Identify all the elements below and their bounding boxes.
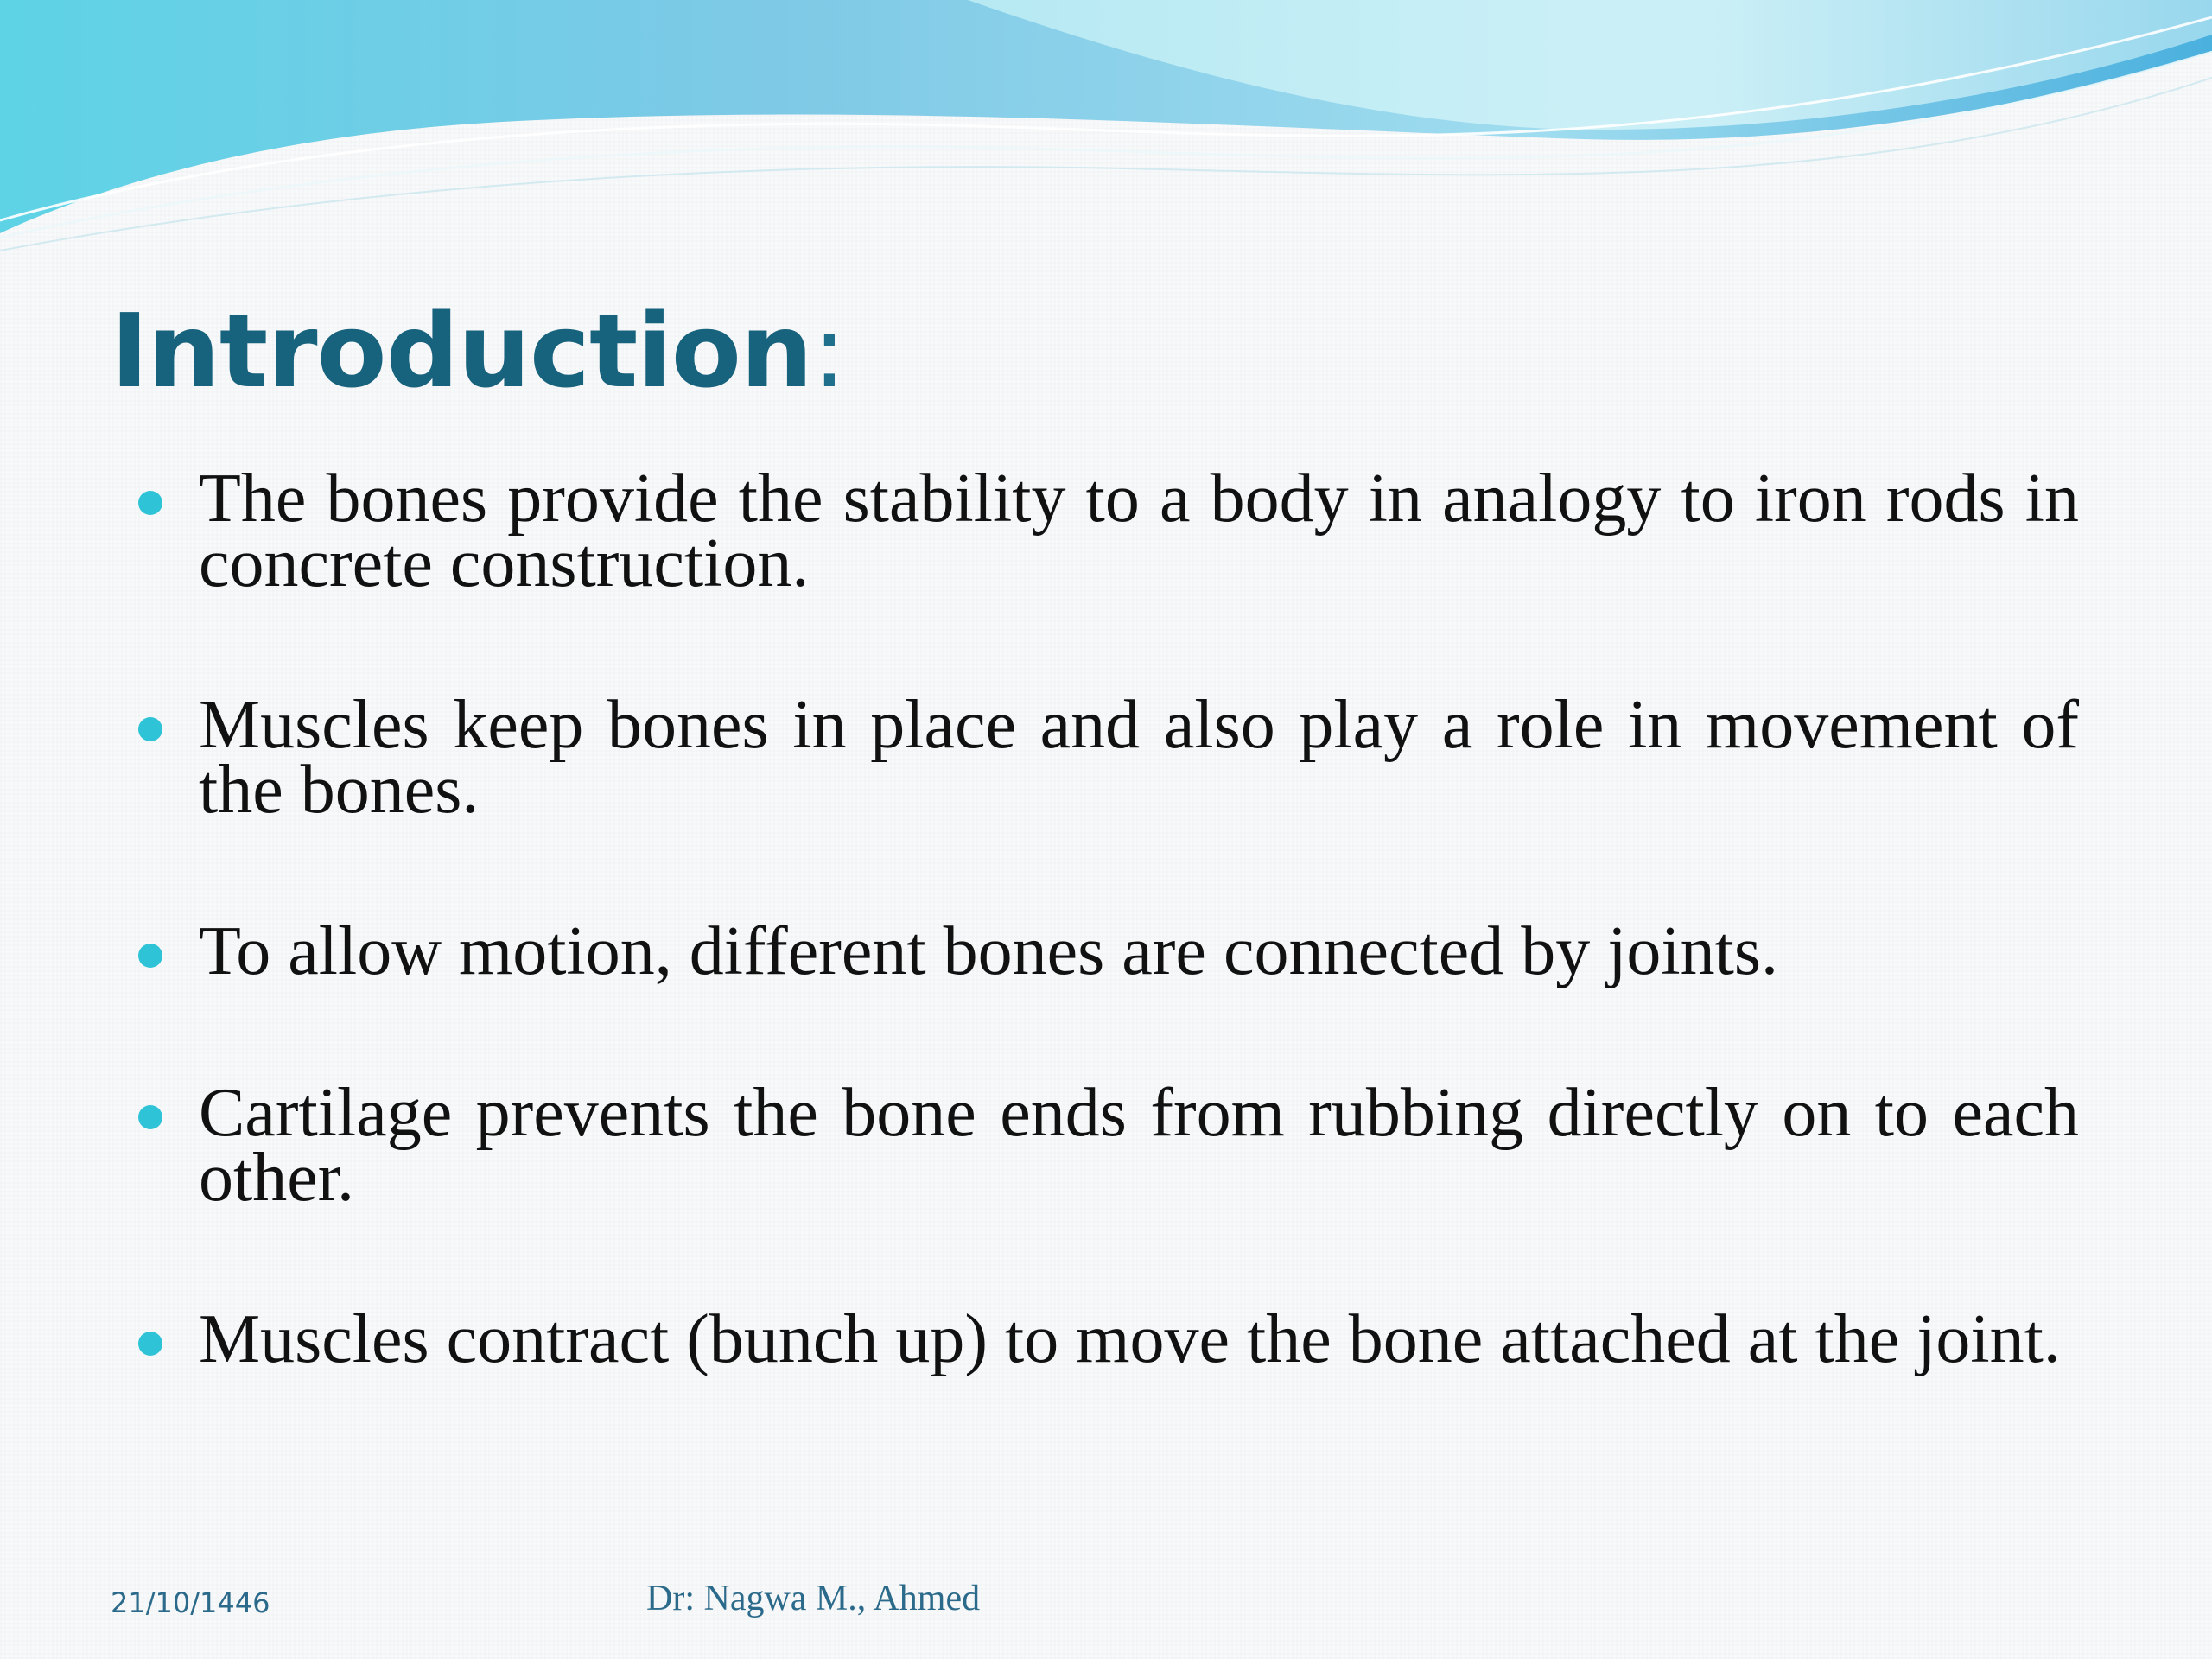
- bullet-dot-icon: [138, 944, 162, 968]
- bullet-text: To allow motion, different bones are connected by joints.: [199, 913, 1779, 989]
- bullet-dot-icon: [138, 1105, 162, 1129]
- title-text: Introduction: [111, 291, 812, 410]
- footer-author: Dr: Nagwa M., Ahmed: [646, 1579, 981, 1618]
- bullet-text: The bones provide the stability to a body in analogy to iron rods in concrete construction.: [199, 461, 2079, 601]
- slide-title: [111, 291, 846, 410]
- bullet-item: [199, 687, 2079, 828]
- bullet-dot-icon: [138, 1332, 162, 1356]
- bullet-item: [199, 1301, 2079, 1377]
- bullet-item: [199, 913, 2079, 989]
- bullet-item: [199, 461, 2079, 601]
- bullet-text: Muscles keep bones in place and also play a role in movement of the bones.: [199, 687, 2079, 828]
- title-colon: :: [811, 291, 846, 410]
- bullet-text: Cartilage prevents the bone ends from rubbing directly on to each other.: [199, 1075, 2079, 1216]
- bullet-list: [199, 461, 2079, 1377]
- bullet-dot-icon: [138, 717, 162, 741]
- footer-date: 21/10/1446: [111, 1586, 270, 1619]
- bullet-item: [199, 1075, 2079, 1216]
- header-wave-decoration: [0, 0, 2212, 259]
- bullet-text: Muscles contract (bunch up) to move the bone attached at the joint.: [199, 1301, 2061, 1377]
- bullet-dot-icon: [138, 491, 162, 515]
